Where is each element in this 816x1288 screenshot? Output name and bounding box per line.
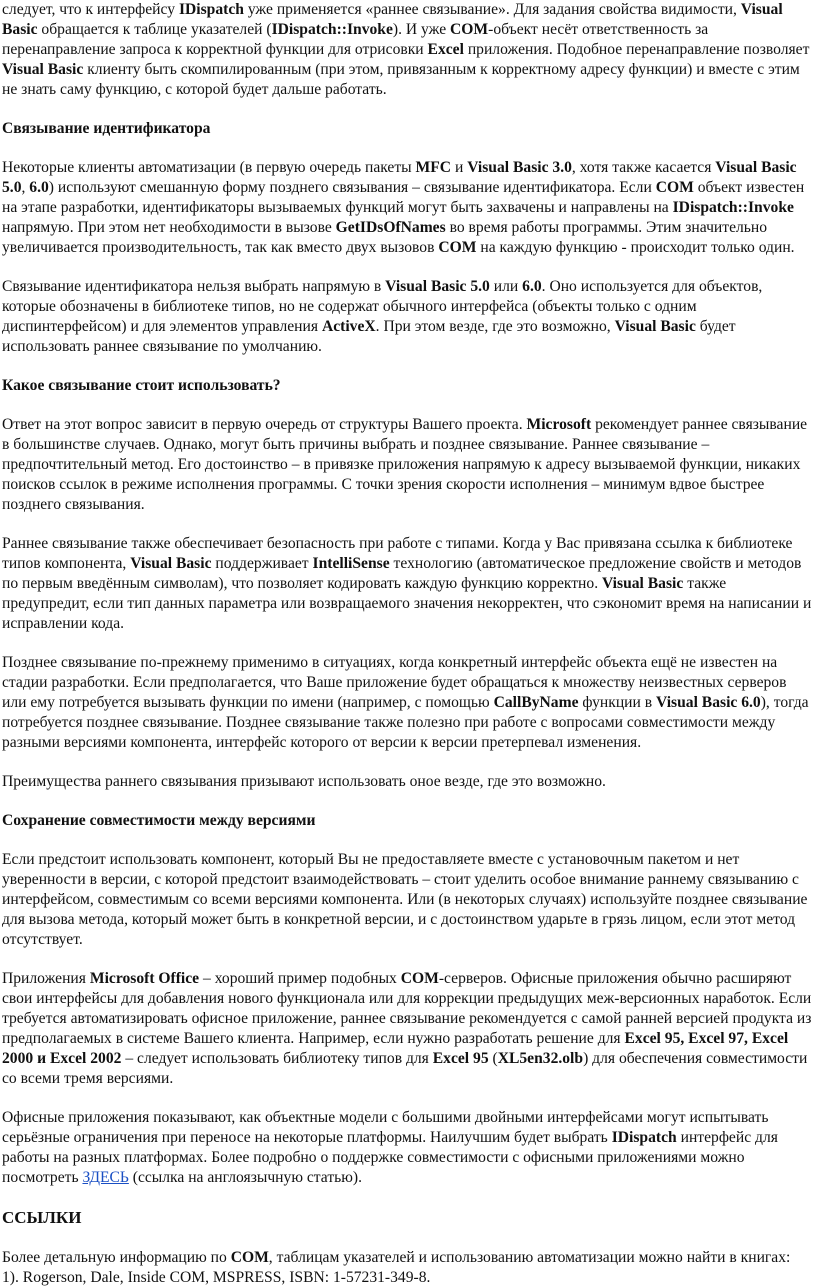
text-run: уже применяется «раннее связывание». Для задания свойства видимости, bbox=[243, 1, 741, 18]
text-run: – следует использовать библиотеку типов для bbox=[121, 1050, 433, 1067]
text-run: приложения. Подобное перенаправление позволяет bbox=[463, 41, 810, 58]
text-run: на каждую функцию - происходит только один. bbox=[476, 239, 795, 256]
bold-term: COM bbox=[438, 239, 477, 256]
paragraph bbox=[2, 969, 814, 1089]
text-run: Сохранение совместимости между версиями bbox=[2, 812, 316, 829]
text-run: Раннее связывание также обеспечивает безопасность при работе с типами. Когда у Вас привязана ссылка к библиотеке типов компонента, bbox=[2, 535, 793, 572]
bold-term: COM bbox=[400, 970, 439, 987]
text-run: . При этом везде, где это возможно, bbox=[375, 318, 615, 335]
paragraph bbox=[2, 850, 814, 950]
bold-term: Visual Basic 5.0 bbox=[385, 278, 490, 295]
text-run: поддерживает bbox=[211, 555, 313, 572]
bold-term: IDispatch::Invoke bbox=[271, 21, 393, 38]
bold-term: 6.0 bbox=[522, 278, 542, 295]
bold-term: COM bbox=[230, 1249, 269, 1266]
section-heading bbox=[2, 119, 814, 139]
paragraph bbox=[2, 1248, 814, 1268]
text-run: Если предстоит использовать компонент, который Вы не предоставляете вместе с установочным пакетом и нет уверенности в версии, с которой предстоит взаимодействовать – стоит уделить особое внимание раннему связыванию с интерфейсом, совместимым со всеми версиями компонента. Или (в некоторых случаях) используйте позднее связывание для вызова метода, который может быть в конкретной версии, и с достоинством ударьте в грязь лицом, если этот метод отсутствует. bbox=[2, 851, 808, 948]
text-run: ( bbox=[488, 1050, 498, 1067]
text-run: будет использовать раннее связывание по умолчанию. bbox=[2, 318, 736, 355]
section-heading bbox=[2, 811, 814, 831]
text-run: Некоторые клиенты автоматизации (в первую очередь пакеты bbox=[2, 159, 416, 176]
text-run: также предупредит, если тип данных параметра или возвращаемого значения некорректен, что сэкономит время на написании и исправлении кода. bbox=[2, 575, 812, 632]
text-run: 1). Rogerson, Dale, Inside COM, MSPRESS, ISBN: 1-57231-349-8. bbox=[2, 1269, 431, 1286]
here-link[interactable]: ЗДЕСЬ bbox=[82, 1169, 129, 1186]
bold-term: Visual Basic bbox=[602, 575, 684, 592]
paragraph bbox=[2, 534, 814, 634]
bold-term: Visual Basic 5.0 bbox=[2, 159, 797, 196]
text-run: – хороший пример подобных bbox=[199, 970, 401, 987]
bold-term: IDispatch bbox=[611, 1129, 677, 1146]
text-run: ) для обеспечения совместимости со всеми тремя версиями. bbox=[2, 1050, 808, 1087]
text-run: Связывание идентификатора нельзя выбрать напрямую в bbox=[2, 278, 386, 295]
text-run: клиенту быть скомпилированным (при этом, привязанным к корректному адресу функции) и вместе с этим не знать саму функцию, с которой будет дальше работать. bbox=[2, 61, 800, 98]
bold-term: Visual Basic bbox=[130, 555, 212, 572]
text-run: и bbox=[451, 159, 468, 176]
text-run: Приложения bbox=[2, 970, 90, 987]
bold-term: MFC bbox=[415, 159, 452, 176]
paragraph bbox=[2, 1108, 814, 1188]
text-run: обращается к таблице указателей ( bbox=[37, 21, 272, 38]
text-run: напрямую. При этом нет необходимости в вызове bbox=[2, 219, 336, 236]
text-run: Преимущества раннего связывания призывают использовать оное везде, где это возможно. bbox=[2, 773, 606, 790]
text-run: (ссылка на англоязычную статью). bbox=[128, 1169, 362, 1186]
bold-term: Visual Basic bbox=[2, 61, 84, 78]
text-run: , хотя также касается bbox=[571, 159, 716, 176]
bold-term: XL5en32.olb bbox=[497, 1050, 584, 1067]
bold-term: IDispatch bbox=[178, 1, 244, 18]
bold-term: Excel 95, Excel 97, Excel 2000 и Excel 2002 bbox=[2, 1030, 789, 1067]
text-run: Какое связывание стоит использовать? bbox=[2, 377, 281, 394]
text-run: интерфейс для работы на разных платформах. Более подробно о поддержке совместимости с офисными приложениями можно посмотреть bbox=[2, 1129, 778, 1186]
text-run: Более детальную информацию по bbox=[2, 1249, 231, 1266]
bold-term: CallByName bbox=[493, 694, 579, 711]
text-run: ), тогда потребуется позднее связывание. Позднее связывание также полезно при работе с вопросами совместимости между разными версиями компонента, интерфейс которого от версии к версии претерпевал изменения. bbox=[2, 694, 809, 751]
text-run: технологию (автоматическое предложение свойств и методов по первым введённым символам), что позволяет кодировать каждую функцию корректно. bbox=[2, 555, 802, 592]
text-run: объект известен на этапе разработки, идентификаторы вызываемых функций могут быть захвачены и направлены на bbox=[2, 179, 805, 216]
paragraph bbox=[2, 0, 814, 100]
text-run: или bbox=[489, 278, 523, 295]
bold-term: Microsoft bbox=[526, 416, 592, 433]
bold-term: Visual Basic bbox=[2, 1, 783, 38]
bold-term: 6.0 bbox=[29, 179, 49, 196]
text-run: ). И уже bbox=[392, 21, 451, 38]
text-run: Позднее связывание по-прежнему применимо в ситуациях, когда конкретный интерфейс объекта ещё не известен на стадии разработки. Если предполагается, что Ваше приложение будет обращаться к множеству неизвестных серверов или ему потребуется вызывать функции по имени (например, с помощью bbox=[2, 654, 787, 711]
text-run: , таблицам указателей и использованию автоматизации можно найти в книгах: bbox=[268, 1249, 791, 1266]
text-run: ССЫЛКИ bbox=[2, 1208, 82, 1227]
bold-term: COM bbox=[655, 179, 694, 196]
bold-term: IntelliSense bbox=[312, 555, 390, 572]
paragraph bbox=[2, 277, 814, 357]
bold-term: Microsoft Office bbox=[89, 970, 200, 987]
text-run: -объект несёт ответственность за перенаправление запроса к корректной функции для отрисовки bbox=[2, 21, 709, 58]
section-heading-main bbox=[2, 1207, 814, 1229]
bold-term: Excel 95 bbox=[432, 1050, 489, 1067]
text-run: Офисные приложения показывают, как объектные модели с большими двойными интерфейсами могут испытывать серьёзные ограничения при переносе на некоторые платформы. Наилучшим будет выбрать bbox=[2, 1109, 769, 1146]
section-heading bbox=[2, 376, 814, 396]
paragraph bbox=[2, 415, 814, 515]
text-run: функции в bbox=[578, 694, 657, 711]
bold-term: Visual Basic bbox=[614, 318, 696, 335]
paragraph bbox=[2, 772, 814, 792]
bold-term: ActiveX bbox=[321, 318, 376, 335]
text-run: следует, что к интерфейсу bbox=[2, 1, 179, 18]
text-run: , bbox=[21, 179, 30, 196]
text-run: -серверов. Офисные приложения обычно расширяют свои интерфейсы для добавления нового функционала или для коррекции предыдущих меж-версионных наработок. Если требуется автоматизировать офисное приложение, раннее связывание рекомендуется с самой ранней версией продукта из предполагаемых в системе Вашего клиента. Например, если нужно разработать решение для bbox=[2, 970, 812, 1047]
paragraph bbox=[2, 653, 814, 753]
paragraph bbox=[2, 158, 814, 258]
text-run: во время работы программы. Этим значительно увеличивается производительность, так как вместо двух вызовов bbox=[2, 219, 768, 256]
bold-term: Visual Basic 6.0 bbox=[656, 694, 761, 711]
bold-term: Visual Basic 3.0 bbox=[467, 159, 572, 176]
text-run: Связывание идентификатора bbox=[2, 120, 211, 137]
bold-term: Excel bbox=[427, 41, 464, 58]
text-run: рекомендует раннее связывание в большинстве случаев. Однако, могут быть причины выбрать и позднее связывание. Раннее связывание – предпочтительный метод. Его достоинство – в привязке приложения напрямую к адресу вызываемой функции, никаких поисков ссылок в режиме исполнения программы. С точки зрения скорости исполнения – минимум вдвое быстрее позднего связывания. bbox=[2, 416, 808, 513]
bold-term: GetIDsOfNames bbox=[335, 219, 446, 236]
paragraph bbox=[2, 1268, 814, 1288]
bold-term: IDispatch::Invoke bbox=[672, 199, 794, 216]
text-run: Ответ на этот вопрос зависит в первую очередь от структуры Вашего проекта. bbox=[2, 416, 527, 433]
text-run: . Оно используется для объектов, которые обозначены в библиотеке типов, но не содержат обычного интерфейса (объекты только с одним диспинтерфейсом) и для элементов управления bbox=[2, 278, 763, 335]
bold-term: COM bbox=[450, 21, 489, 38]
text-run: ) используют смешанную форму позднего связывания – связывание идентификатора. Если bbox=[48, 179, 656, 196]
